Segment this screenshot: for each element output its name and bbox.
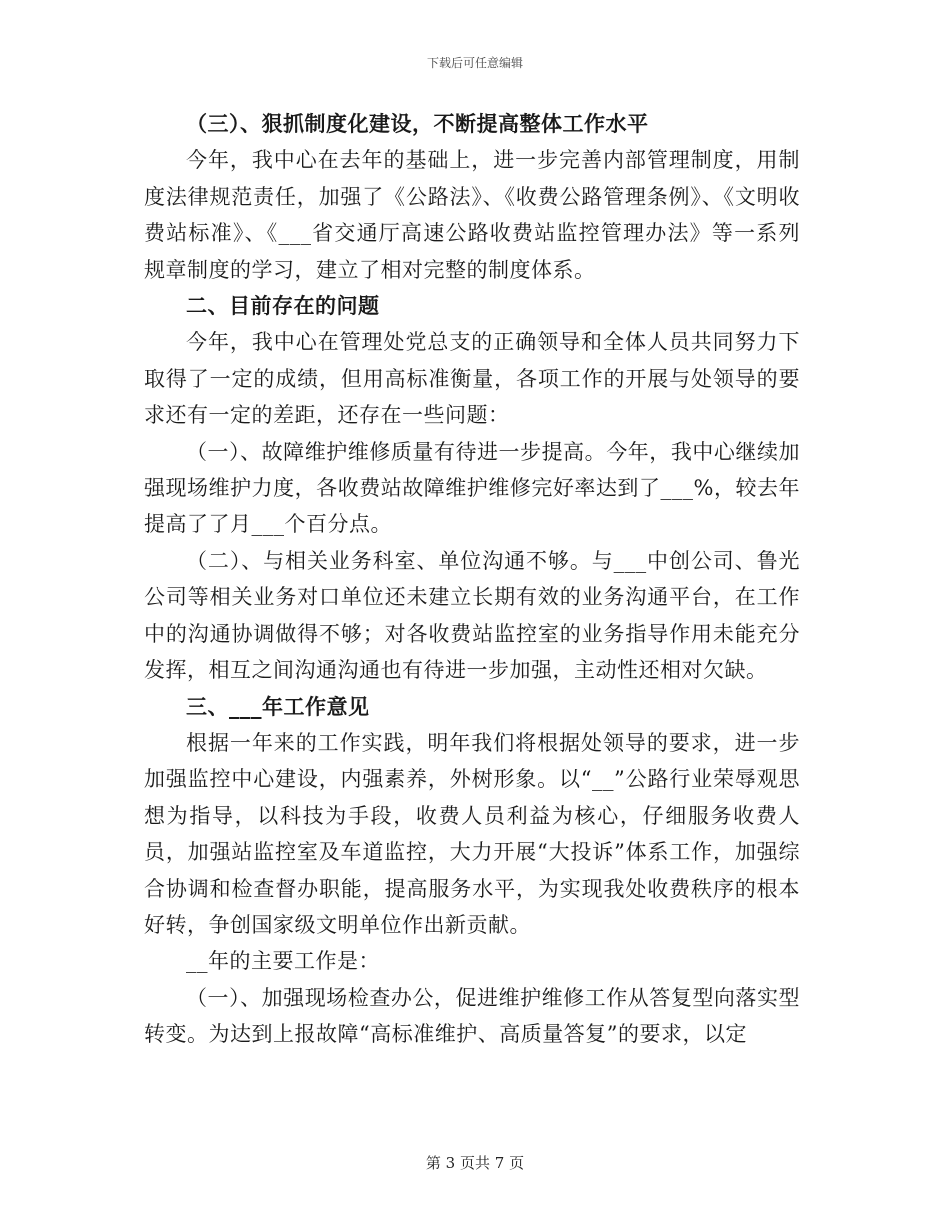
page-header: 下载后可任意编辑 — [426, 56, 523, 70]
section-heading-opinions: 三、___年工作意见 — [186, 693, 370, 719]
page-footer: 第 3 页共 7 页 — [425, 1154, 525, 1172]
body-paragraph: （二）、与相关业务科室、单位沟通不够。与___中创公司、鲁光公司等相关业务对口单位还未建立长期有效的业务沟通平台，在工作中的沟通协调做得不够；对各收费站监控室的业务指导作用未能充分发挥，相互之间沟通沟通也有待进一步加强，主动性还相对欠缺。 — [144, 548, 800, 683]
body-paragraph: （一）、故障维护维修质量有待进一步提高。今年，我中心继续加强现场维护力度，各收费站故障维护维修完好率达到了___%，较去年提高了了月___个百分点。 — [144, 439, 800, 537]
body-paragraph: 今年，我中心在管理处党总支的正确领导和全体人员共同努力下取得了一定的成绩，但用高标准衡量，各项工作的开展与处领导的要求还有一定的差距，还存在一些问题： — [144, 330, 800, 428]
document-body — [144, 106, 800, 1053]
section-heading-3: （三）、狠抓制度化建设，不断提高整体工作水平 — [186, 111, 649, 136]
section-heading-problems: 二、目前存在的问题 — [186, 293, 380, 319]
body-paragraph: __年的主要工作是： — [186, 949, 380, 974]
body-paragraph: 根据一年来的工作实践，明年我们将根据处领导的要求，进一步加强监控中心建设，内强素养，外树形象。以“__”公路行业荣辱观思想为指导，以科技为手段，收费人员利益为核心，仔细服务收费人员，加强站监控室及车道监控，大力开展“大投诉”体系工作，加强综合协调和检查督办职能，提高服务水平，为实现我处收费秩序的根本好转，争创国家级文明单位作出新贡献。 — [144, 730, 800, 937]
body-paragraph: （一）、加强现场检查办公，促进维护维修工作从答复型向落实型转变。为达到上报故障“高标准维护、高质量答复”的要求，以定 — [144, 985, 800, 1047]
body-paragraph: 今年，我中心在去年的基础上，进一步完善内部管理制度，用制度法律规范责任，加强了《公路法》、《收费公路管理条例》、《文明收费站标准》、《___省交通厅高速公路收费站监控管理办法》等一系列规章制度的学习，建立了相对完整的制度体系。 — [144, 148, 800, 282]
